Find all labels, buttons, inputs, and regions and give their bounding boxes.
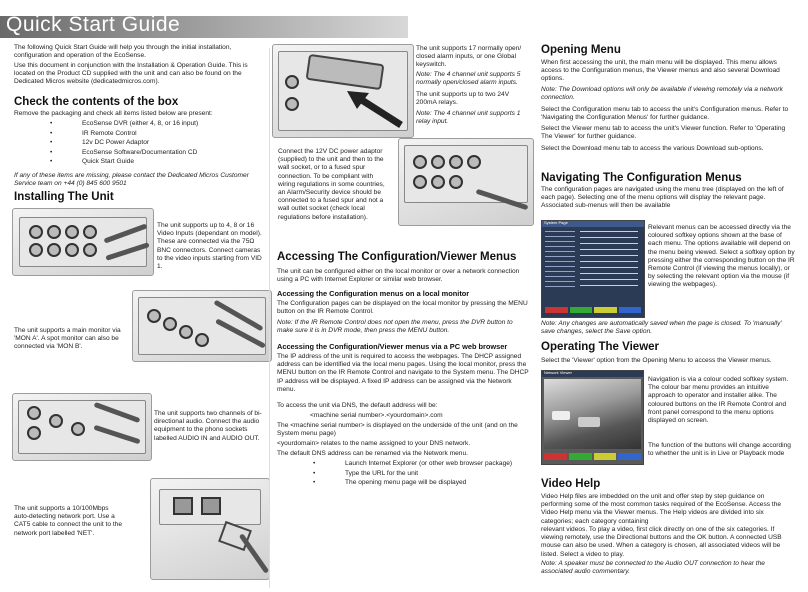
configuration-menu-screenshot bbox=[541, 220, 645, 318]
access-steps-list bbox=[277, 459, 530, 488]
navigating-note: Note: Any changes are automatically saved when the page is closed. To 'manually' save changes, select the Save option. bbox=[541, 320, 782, 336]
video-help-note: Note: A speaker must be connected to the Audio OUT connection to hear the associated audio commentary. bbox=[541, 560, 765, 576]
list-item: • The opening menu page will be displayed bbox=[277, 478, 530, 488]
access-paragraph-1: The unit can be configured either on the local monitor or over a network connection using a PC with Internet Explorer or similar web browser. bbox=[277, 268, 520, 284]
opening-menu-heading: Opening Menu bbox=[541, 44, 621, 56]
access-paragraph-4: To access the unit via DNS, the default address will be: bbox=[277, 402, 438, 409]
alarm-text: The unit supports 17 normally open/ closed alarm inputs, or one Global keyswitch. bbox=[416, 45, 522, 69]
video-help-heading: Video Help bbox=[541, 478, 601, 490]
access-paragraph-5: The <machine serial number> is displayed on the underside of the unit (and on the System menu page) bbox=[277, 422, 518, 438]
video-help-paragraph-2: relevant videos. To play a video, first click directly on one of the six categories. If viewing remotely, use the Directional buttons and the OK button. A connected USB mouse can also be used. When a category is chosen, all associated videos will be listed. Select a video to play. bbox=[541, 526, 782, 558]
page-title: Quick Start Guide bbox=[6, 13, 181, 36]
monitor-text: The unit supports a main monitor via 'MON A'. A spot monitor can also be connected via 'MON B'. bbox=[14, 327, 121, 351]
viewer-paragraph-1: Select the 'Viewer' option from the Opening Menu to access the Viewer menus. bbox=[541, 357, 772, 364]
video-inputs-image bbox=[12, 208, 154, 276]
title-banner bbox=[0, 13, 408, 38]
opening-note: Note: The Download options will only be available if viewing remotely via a network connection. bbox=[541, 86, 783, 102]
network-image bbox=[150, 478, 270, 580]
list-item: • Launch Internet Explorer (or other web browser package) bbox=[277, 459, 530, 469]
viewer-heading: Operating The Viewer bbox=[541, 341, 660, 353]
web-browser-subheading: Accessing the Configuration/Viewer menus via a PC web browser bbox=[277, 342, 508, 351]
alarm-note: Note: The 4 channel unit supports 5 normally open/closed alarm inputs. bbox=[416, 71, 521, 87]
list-item: • Quick Start Guide bbox=[14, 157, 264, 167]
list-item: • EcoSense DVR (either 4, 8, or 16 input) bbox=[14, 119, 264, 129]
navigating-heading: Navigating The Configuration Menus bbox=[541, 172, 742, 184]
access-paragraph-7: The default DNS address can be renamed via the Network menu. bbox=[277, 450, 468, 457]
monitor-image bbox=[132, 290, 272, 362]
audio-image bbox=[12, 393, 152, 461]
list-item: • IR Remote Control bbox=[14, 129, 264, 139]
viewer-side-text-1: Navigation is via a colour coded softkey system. The colour bar menu provides an intuitive approach to operator and installer alike. The coloured buttons on the IR Remote Control and front panel correspond to the menu options displayed on screen. bbox=[648, 376, 789, 425]
intro-paragraph-1: The following Quick Start Guide will help you through the initial installation, configuration and operation of the EcoSense. bbox=[14, 44, 232, 60]
access-note: Note: If the IR Remote Control does not open the menu, press the DVR button to make sure it is in DVR mode, then press the MENU button. bbox=[277, 319, 513, 335]
network-text: The unit supports a 10/100Mbps auto-detecting network port. Use a CAT5 cable to connect the unit to the network port labelled 'NET'. bbox=[14, 505, 123, 537]
relay-note: Note: The 4 channel unit supports 1 relay input. bbox=[416, 110, 521, 126]
list-item: • Type the URL for the unit bbox=[277, 469, 530, 479]
box-contents-list bbox=[14, 119, 264, 167]
access-paragraph-6: <yourdomain> relates to the name assigned to your DNS network. bbox=[277, 440, 471, 447]
screen-title: System Page bbox=[544, 220, 568, 225]
viewer-side-text-2: The function of the buttons will change according to whether the unit is in Live or Playback mode bbox=[648, 442, 791, 458]
local-monitor-subheading: Accessing the Configuration menus on a local monitor bbox=[277, 289, 470, 298]
column-divider bbox=[269, 48, 270, 588]
intro-paragraph-2: Use this document in conjunction with the Installation & Operation Guide. This is located on the Product CD supplied with the unit and can also be found on the Dedicated Micros website (dedicatedmicros.com). bbox=[14, 62, 248, 86]
check-heading: Check the contents of the box bbox=[14, 96, 179, 108]
viewer-screenshot bbox=[541, 370, 644, 465]
dns-address: <machine serial number>.<yourdomain>.com bbox=[310, 412, 443, 419]
list-item: • 12v DC Power Adaptor bbox=[14, 138, 264, 148]
video-help-paragraph-1: Video Help files are imbedded on the unit and offer step by step guidance on performing some of the most common tasks required of the EcoSense. Access the Video Help menu via the Viewer menus. The Help videos are divided into six categories; each category containing bbox=[541, 493, 782, 525]
missing-items-note: If any of these items are missing, please contact the Dedicated Micros Customer Service team on +44 (0) 845 600 9501 bbox=[14, 172, 249, 188]
arrow-icon bbox=[345, 89, 405, 129]
check-lead: Remove the packaging and check all items listed below are present: bbox=[14, 110, 213, 117]
access-paragraph-3: The IP address of the unit is required to access the webpages. The DHCP assigned address can be identified via the local menu pages. Using the local monitor, press the MENU button on the IR Remote Control and navigate to the System menu. The DHCP IP address will be displayed. A fixed IP address can be assigned via the Network menu. bbox=[277, 353, 529, 393]
opening-paragraph-1: When first accessing the unit, the main menu will be displayed. This menu allows access to the Configuration menus, the Viewer menus and also several Download options. bbox=[541, 59, 780, 83]
access-paragraph-2: The Configuration pages can be displayed on the local monitor by pressing the MENU button on the IR Remote Control. bbox=[277, 300, 528, 316]
access-heading: Accessing The Configuration/Viewer Menus bbox=[277, 251, 517, 263]
navigating-side-text: Relevant menus can be accessed directly via the coloured softkey options shown at the base of each menu. The options available will depend on the menu being viewed. Select a softkey option by pressing either the corresponding button on the IR Remote Control (if viewing the menus locally), or by selecting the relevant option via the mouse (if viewing the webpages). bbox=[648, 224, 795, 289]
power-image bbox=[398, 138, 534, 226]
screen-title: Network Viewer bbox=[544, 370, 572, 375]
relay-text: The unit supports up to two 24V 200mA relays. bbox=[416, 91, 510, 107]
opening-paragraph-2: Select the Configuration menu tab to access the unit's Configuration menus. Refer to 'Navigating the Configuration Menus' for further guidance. bbox=[541, 106, 789, 122]
video-inputs-text: The unit supports up to 4, 8 or 16 Video Inputs (dependant on model). These are connected via the 75Ω BNC connectors. Connect cameras to the video inputs starting from VID 1. bbox=[157, 222, 262, 271]
opening-paragraph-4: Select the Download menu tab to access the various Download sub-options. bbox=[541, 145, 764, 152]
power-text: Connect the 12V DC power adaptor (supplied) to the unit and then to the wall socket, or to a fused spur connection. To be compliant with wiring regulations in some countries, an Alarm/Security device should be connected to a fused spur and not a wall outlet socket (check local regulations before installation). bbox=[278, 148, 385, 221]
alarm-connector-image bbox=[272, 44, 414, 138]
installing-heading: Installing The Unit bbox=[14, 191, 114, 203]
opening-paragraph-3: Select the Viewer menu tab to access the unit's Viewer function. Refer to 'Operating The Viewer' for further guidance. bbox=[541, 125, 786, 141]
audio-text: The unit supports two channels of bi-directional audio. Connect the audio equipment to the phono sockets labelled AUDIO IN and AUDIO OUT. bbox=[154, 410, 262, 442]
navigating-paragraph-1: The configuration pages are navigated using the menu tree (displayed on the left of each page). Selecting one of the menu options will display the relevant page. Associated sub-menus will then be available bbox=[541, 186, 784, 210]
list-item: • EcoSense Software/Documentation CD bbox=[14, 148, 264, 158]
